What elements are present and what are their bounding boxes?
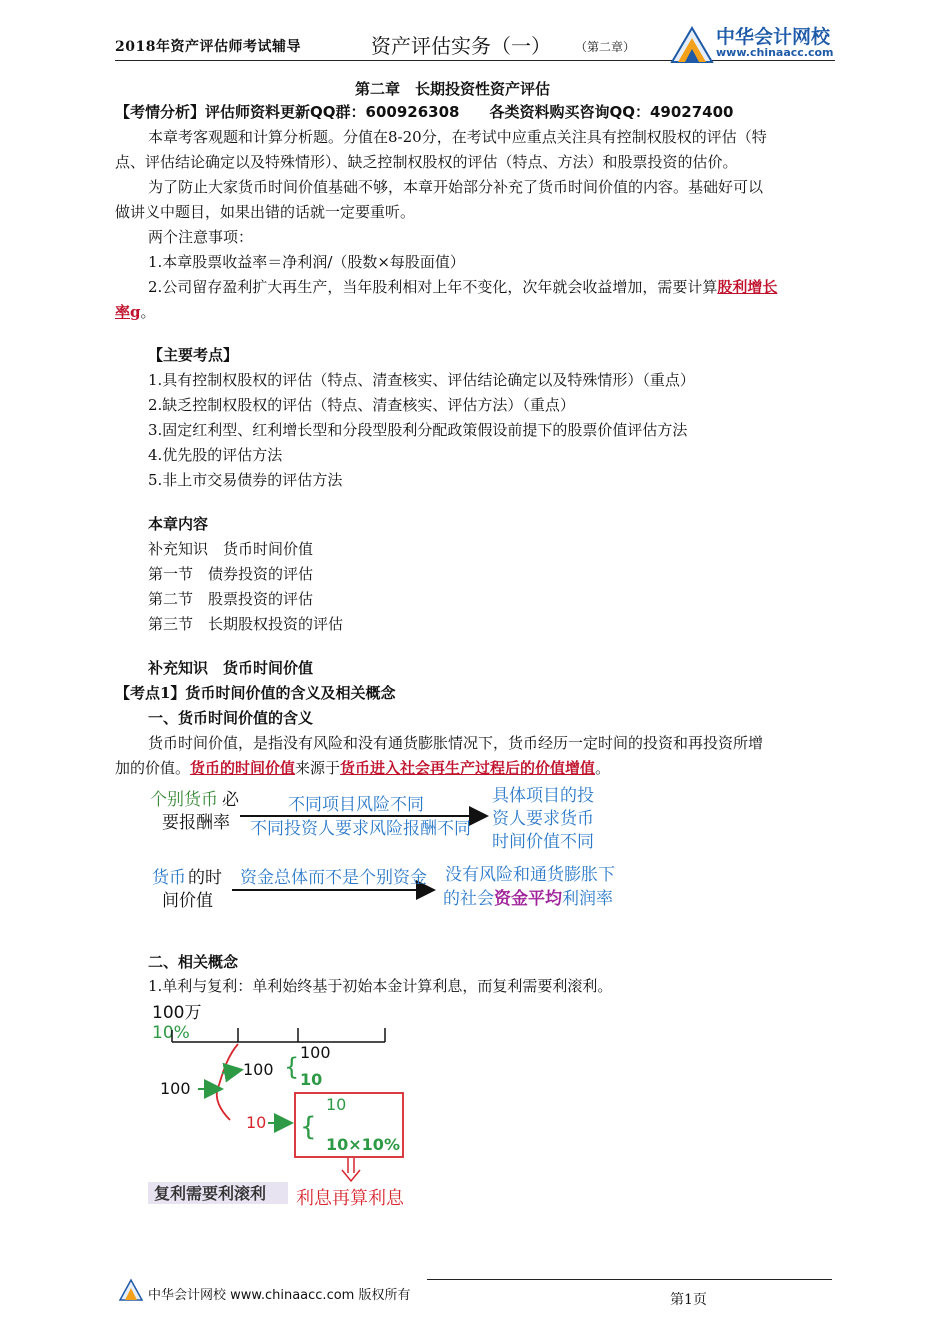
diagram1-result-1: 具体项目的投 (492, 786, 594, 806)
definition-a: 货币时间价值，是指没有风险和没有通货膨胀情况下，货币经历一定时间的投资和再投资所增 (148, 734, 764, 752)
exam-analysis-label: 【考情分析】 (115, 103, 206, 121)
section-2-title: 二、相关概念 (148, 953, 239, 971)
header-book-title: 资产评估实务（一） (371, 34, 551, 58)
diagram2-principal: 100万 (152, 1003, 202, 1023)
diagram2-brace: { (284, 1053, 300, 1081)
notes-title: 两个注意事项： (148, 228, 254, 246)
definition-highlight-1: 货币的时间价值 (190, 759, 296, 777)
diagram2-box-bottom: 10×10% (326, 1135, 400, 1154)
logo-url: www.chinaacc.com (716, 46, 834, 59)
diagram2-left-value: 100 (160, 1079, 191, 1098)
definition-end: 。 (595, 759, 611, 777)
diagram1-social-rate-2c: 利润率 (562, 889, 613, 909)
footer-logo-icon (118, 1278, 144, 1302)
note-2-end: 。 (140, 303, 156, 321)
key-point-item: 1.具有控制权股权的评估（特点、清查核实、评估结论确定以及特殊情形）（重点） (148, 371, 695, 389)
diagram1-arrow-1-bottom: 不同投资人要求风险报酬不同 (250, 819, 471, 839)
diagram1-arrow-1-top: 不同项目风险不同 (288, 795, 424, 815)
header-chapter: （第二章） (575, 40, 636, 54)
footer-rule (427, 1279, 832, 1280)
note-2-highlight: 股利增长 (717, 278, 778, 296)
logo (668, 22, 848, 68)
key-point-item: 3.固定红利型、红利增长型和分段型股利分配政策假设前提下的股票价值评估方法 (148, 421, 688, 439)
diagram2-label-left: 复利需要利滚利 (154, 1184, 267, 1203)
diagram2-box-top: 10 (326, 1095, 347, 1114)
supplement-title: 补充知识 货币时间价值 (148, 659, 314, 677)
note-2-text: 2.公司留存盈利扩大再生产，当年股利相对上年不变化，次年就会收益增加，需要计算 (148, 278, 718, 296)
key-point-item: 4.优先股的评估方法 (148, 446, 283, 464)
key-point-item: 2.缺乏控制权股权的评估（特点、清查核实、评估方法）（重点） (148, 396, 575, 414)
diagram1-value: 间价值 (162, 891, 213, 911)
key-point-item: 5.非上市交易债券的评估方法 (148, 471, 343, 489)
diagram1-social-rate-2a: 的社会 (443, 889, 494, 909)
diagram1-social-rate-1: 没有风险和通货膨胀下 (445, 865, 615, 885)
diagram1-individual-currency: 个别货币 (150, 790, 218, 810)
note-2 (148, 276, 873, 298)
diagram1-time-of: 的时 (188, 868, 222, 888)
diagram2-down-arrow-head (342, 1170, 360, 1181)
diagram2-interest: 10 (246, 1113, 267, 1132)
key-points-title: 【主要考点】 (148, 346, 239, 364)
contents-item: 第一节 债券投资的评估 (148, 565, 314, 583)
diagram2-label-right: 利息再算利息 (296, 1188, 404, 1209)
diagram2-rate: 10% (152, 1023, 190, 1043)
diagram1-result-3: 时间价值不同 (492, 832, 594, 852)
logo-name: 中华会计网校 (716, 26, 831, 48)
diagram1-required: 必 (222, 790, 239, 810)
diagram1-return-rate: 要报酬率 (162, 813, 230, 833)
diagram1-currency: 货币 (152, 868, 186, 888)
diagram1-result-2: 资人要求货币 (492, 809, 594, 829)
diagram2-box-brace: { (300, 1112, 317, 1142)
exam-analysis-line (115, 101, 840, 123)
diagram2-brace-top: 100 (300, 1043, 331, 1062)
chapter-title: 第二章 长期投资性资产评估 (355, 80, 551, 98)
contents-item: 第二节 股票投资的评估 (148, 590, 314, 608)
diagram1-arrow-2-label: 资金总体而不是个别资金 (240, 868, 427, 888)
diagram2-red-curve (217, 1044, 238, 1120)
analysis-para-2a: 为了防止大家货币时间价值基础不够，本章开始部分补充了货币时间价值的内容。基础好可以 (148, 178, 764, 196)
page-number: 第1页 (670, 1292, 707, 1308)
simple-compound-text: 1.单利与复利：单利始终基于初始本金计算利息，而复利需要利滚利。 (148, 977, 613, 995)
definition-highlight-2: 货币进入社会再生产过程后的价值增值 (340, 759, 596, 777)
note-2-highlight-cont: 率g (115, 303, 141, 321)
section-1-title: 一、货币时间价值的含义 (148, 709, 314, 727)
time-value-diagram (140, 780, 660, 915)
diagram1-average-capital: 资金平均 (494, 889, 562, 909)
qq-info: 评估师资料更新QQ群：600926308 各类资料购买咨询QQ：49027400 (205, 103, 734, 121)
footer-copyright: 中华会计网校 www.chinaacc.com 版权所有 (148, 1288, 411, 1303)
diagram2-arrow-mid (222, 1070, 240, 1073)
note-2-cont (115, 301, 840, 323)
definition-mid: 来源于 (295, 759, 341, 777)
kp1-title: 【考点1】货币时间价值的含义及相关概念 (115, 684, 396, 702)
definition-b-text: 加的价值。 (115, 759, 191, 777)
compound-interest-diagram (140, 998, 440, 1213)
diagram2-brace-bottom: 10 (300, 1070, 323, 1089)
note-1: 1.本章股票收益率＝净利润/（股数×每股面值） (148, 253, 465, 271)
logo-mark-icon (668, 24, 714, 66)
header-exam-name: 2018年资产评估师考试辅导 (115, 39, 301, 55)
analysis-para-2b: 做讲义中题目，如果出错的话就一定要重听。 (115, 203, 416, 221)
analysis-para-1a: 本章考客观题和计算分析题。分值在8-20分，在考试中应重点关注具有控制权股权的评估（特 (148, 128, 767, 146)
diagram1-social-rate-2 (443, 888, 613, 909)
definition-b (115, 757, 840, 779)
contents-item: 补充知识 货币时间价值 (148, 540, 314, 558)
contents-title: 本章内容 (148, 515, 209, 533)
contents-item: 第三节 长期股权投资的评估 (148, 615, 344, 633)
diagram2-mid-value: 100 (243, 1060, 274, 1079)
analysis-para-1b: 点、评估结论确定以及特殊情形）、缺乏控制权股权的评估（特点、方法）和股票投资的估价。 (115, 153, 738, 171)
